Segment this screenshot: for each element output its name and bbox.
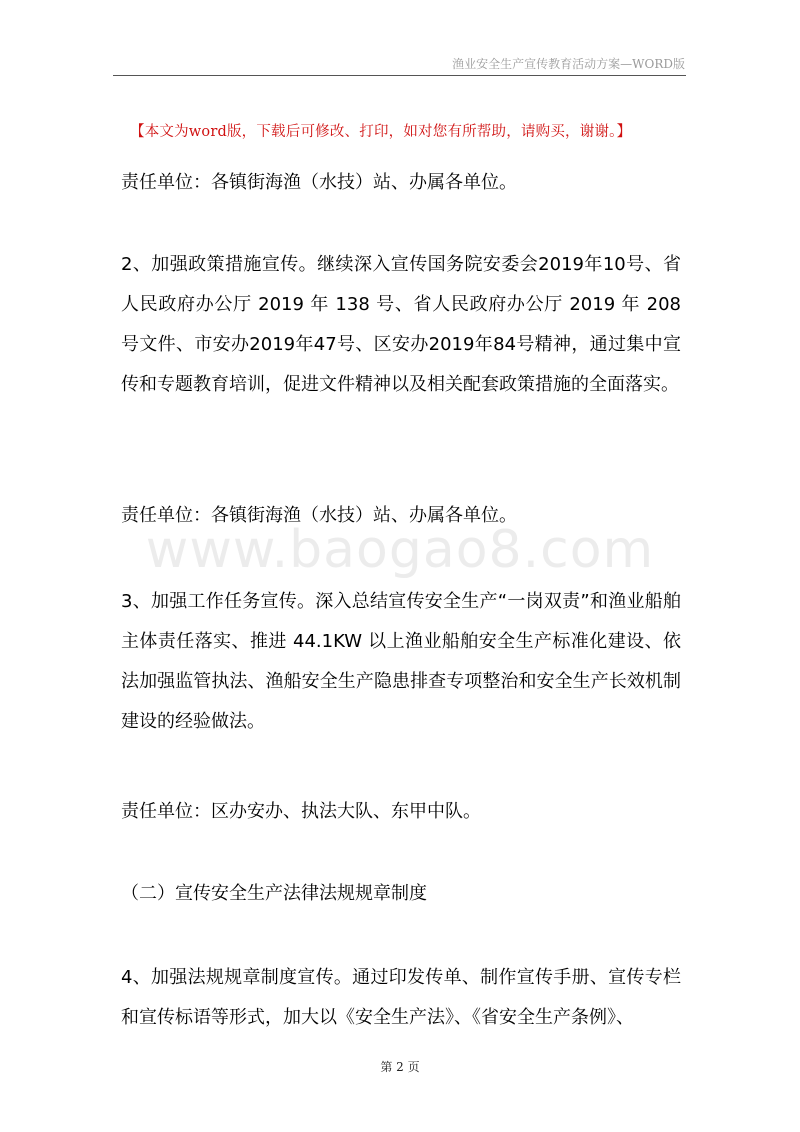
paragraph-responsible-3: 责任单位：区办安办、执法大队、东甲中队。 [121,801,481,822]
page-number: 第 2 页 [380,1060,420,1074]
paragraph-policy-publicity: 2、加强政策措施宣传。继续深入宣传国务院安委会2019年10号、省人民政府办公厅 2019 年 138 号、省人民政府办公厅 2019 年 208 号文件、市安办2019年47号、区安办2019年84号精神，通过集中宣传和专题教育培训，促进文件精神以及相关配套政策措施的全面落实。 [121,254,681,395]
paragraph-task-publicity: 3、加强工作任务宣传。深入总结宣传安全生产“一岗双责”和渔业船舶主体责任落实、推进 44.1KW 以上渔业船舶安全生产标准化建设、依法加强监管执法、渔船安全生产隐患排查专项整治和安全生产长效机制建设的经验做法。 [121,591,681,732]
paragraph-regulation-publicity: 4、加强法规规章制度宣传。通过印发传单、制作宣传手册、宣传专栏和宣传标语等形式，加大以《安全生产法》、《省安全生产条例》、 [121,967,681,1028]
running-header: 渔业安全生产宣传教育活动方案—WORD版 [452,57,685,71]
watermark: www.baogao8.com [145,520,655,580]
purchase-notice: 【本文为word版，下载后可修改、打印，如对您有所帮助，请购买，谢谢。】 [130,124,632,140]
header-rule [113,75,686,76]
paragraph-responsible-1: 责任单位：各镇街海渔（水技）站、办属各单位。 [121,172,517,193]
paragraph-responsible-2: 责任单位：各镇街海渔（水技）站、办属各单位。 [121,505,517,526]
section-heading-laws: （二）宣传安全生产法律法规规章制度 [121,883,427,904]
